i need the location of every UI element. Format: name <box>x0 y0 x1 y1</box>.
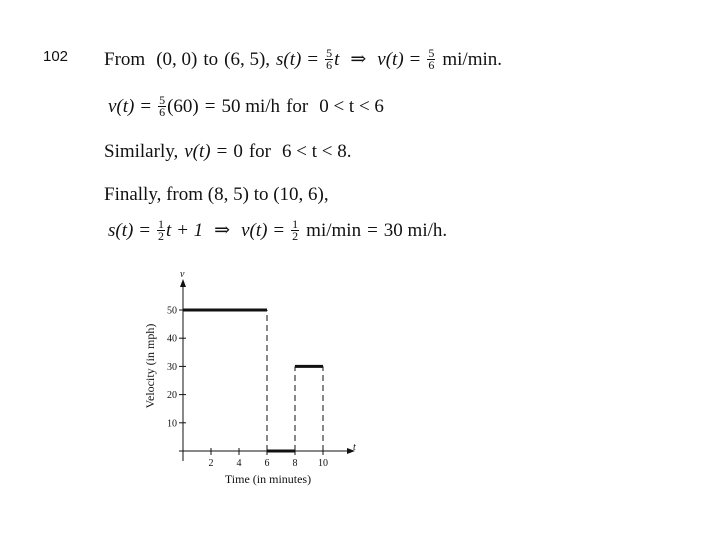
denominator: 6 <box>428 58 435 72</box>
x-axis-letter: t <box>353 442 356 453</box>
position-function: s(t) <box>276 48 302 70</box>
numerator: 5 <box>428 46 435 60</box>
x-tick-label: 4 <box>236 458 242 469</box>
y-tick-label: 20 <box>167 390 177 402</box>
numerator: 5 <box>159 93 166 107</box>
variable-t: t <box>334 48 340 70</box>
equals-sign: = <box>409 48 421 70</box>
equals-sign: = <box>204 95 216 117</box>
slide-number: 102 <box>43 48 69 65</box>
text-for: for <box>286 95 309 117</box>
y-axis-label: Velocity (in mph) <box>143 323 157 409</box>
denominator: 6 <box>159 105 166 119</box>
velocity-value: 0 <box>233 141 243 162</box>
linear-expression: t + 1 <box>166 219 204 241</box>
implies-arrow: ⇒ <box>350 49 367 70</box>
text-finally: Finally, from (8, 5) to (10, 6), <box>104 184 329 205</box>
interval-range: 0 < t < 6 <box>319 95 384 117</box>
text-for: for <box>248 141 271 162</box>
denominator: 2 <box>292 229 299 243</box>
y-tick-label: 10 <box>167 418 177 430</box>
x-tick-label: 2 <box>208 458 214 469</box>
equals-sign: = <box>273 219 285 241</box>
denominator: 2 <box>158 229 165 243</box>
x-tick-label: 6 <box>264 458 270 469</box>
equals-sign: = <box>367 219 378 241</box>
x-tick-label: 10 <box>318 458 328 469</box>
velocity-function: v(t) <box>241 219 268 241</box>
text-to: to <box>203 48 219 70</box>
text-similarly: Similarly, <box>104 141 179 162</box>
unit-mi-per-min: mi/min <box>306 219 362 241</box>
velocity-function: v(t) <box>108 95 135 117</box>
velocity-function: v(t) <box>184 141 211 162</box>
y-tick-label: 40 <box>167 333 177 345</box>
point-6-5: (6, 5), <box>224 48 271 70</box>
numerator: 1 <box>158 217 165 231</box>
velocity-mph-value: 30 mi/h. <box>383 219 448 241</box>
x-axis-label: Time (in minutes) <box>224 472 312 486</box>
equals-sign: = <box>307 48 319 70</box>
equals-sign: = <box>140 95 152 117</box>
velocity-function: v(t) <box>377 48 404 70</box>
y-axis-arrow <box>180 279 186 287</box>
y-tick-label: 50 <box>167 305 177 317</box>
velocity-value: 50 mi/h <box>221 95 281 117</box>
equals-sign: = <box>139 219 151 241</box>
position-function: s(t) <box>108 219 134 241</box>
y-axis-letter: v <box>180 269 185 280</box>
equals-sign: = <box>216 141 228 162</box>
denominator: 6 <box>326 58 333 72</box>
implies-arrow: ⇒ <box>214 220 231 241</box>
unit-mi-per-min: mi/min. <box>442 48 503 70</box>
argument-sixty: (60) <box>167 95 199 117</box>
y-tick-label: 30 <box>167 361 177 373</box>
x-tick-label: 8 <box>292 458 298 469</box>
text-from: From <box>104 48 146 70</box>
point-origin: (0, 0) <box>156 48 198 70</box>
numerator: 5 <box>326 46 333 60</box>
interval-range: 6 < t < 8. <box>282 141 352 162</box>
numerator: 1 <box>292 217 299 231</box>
